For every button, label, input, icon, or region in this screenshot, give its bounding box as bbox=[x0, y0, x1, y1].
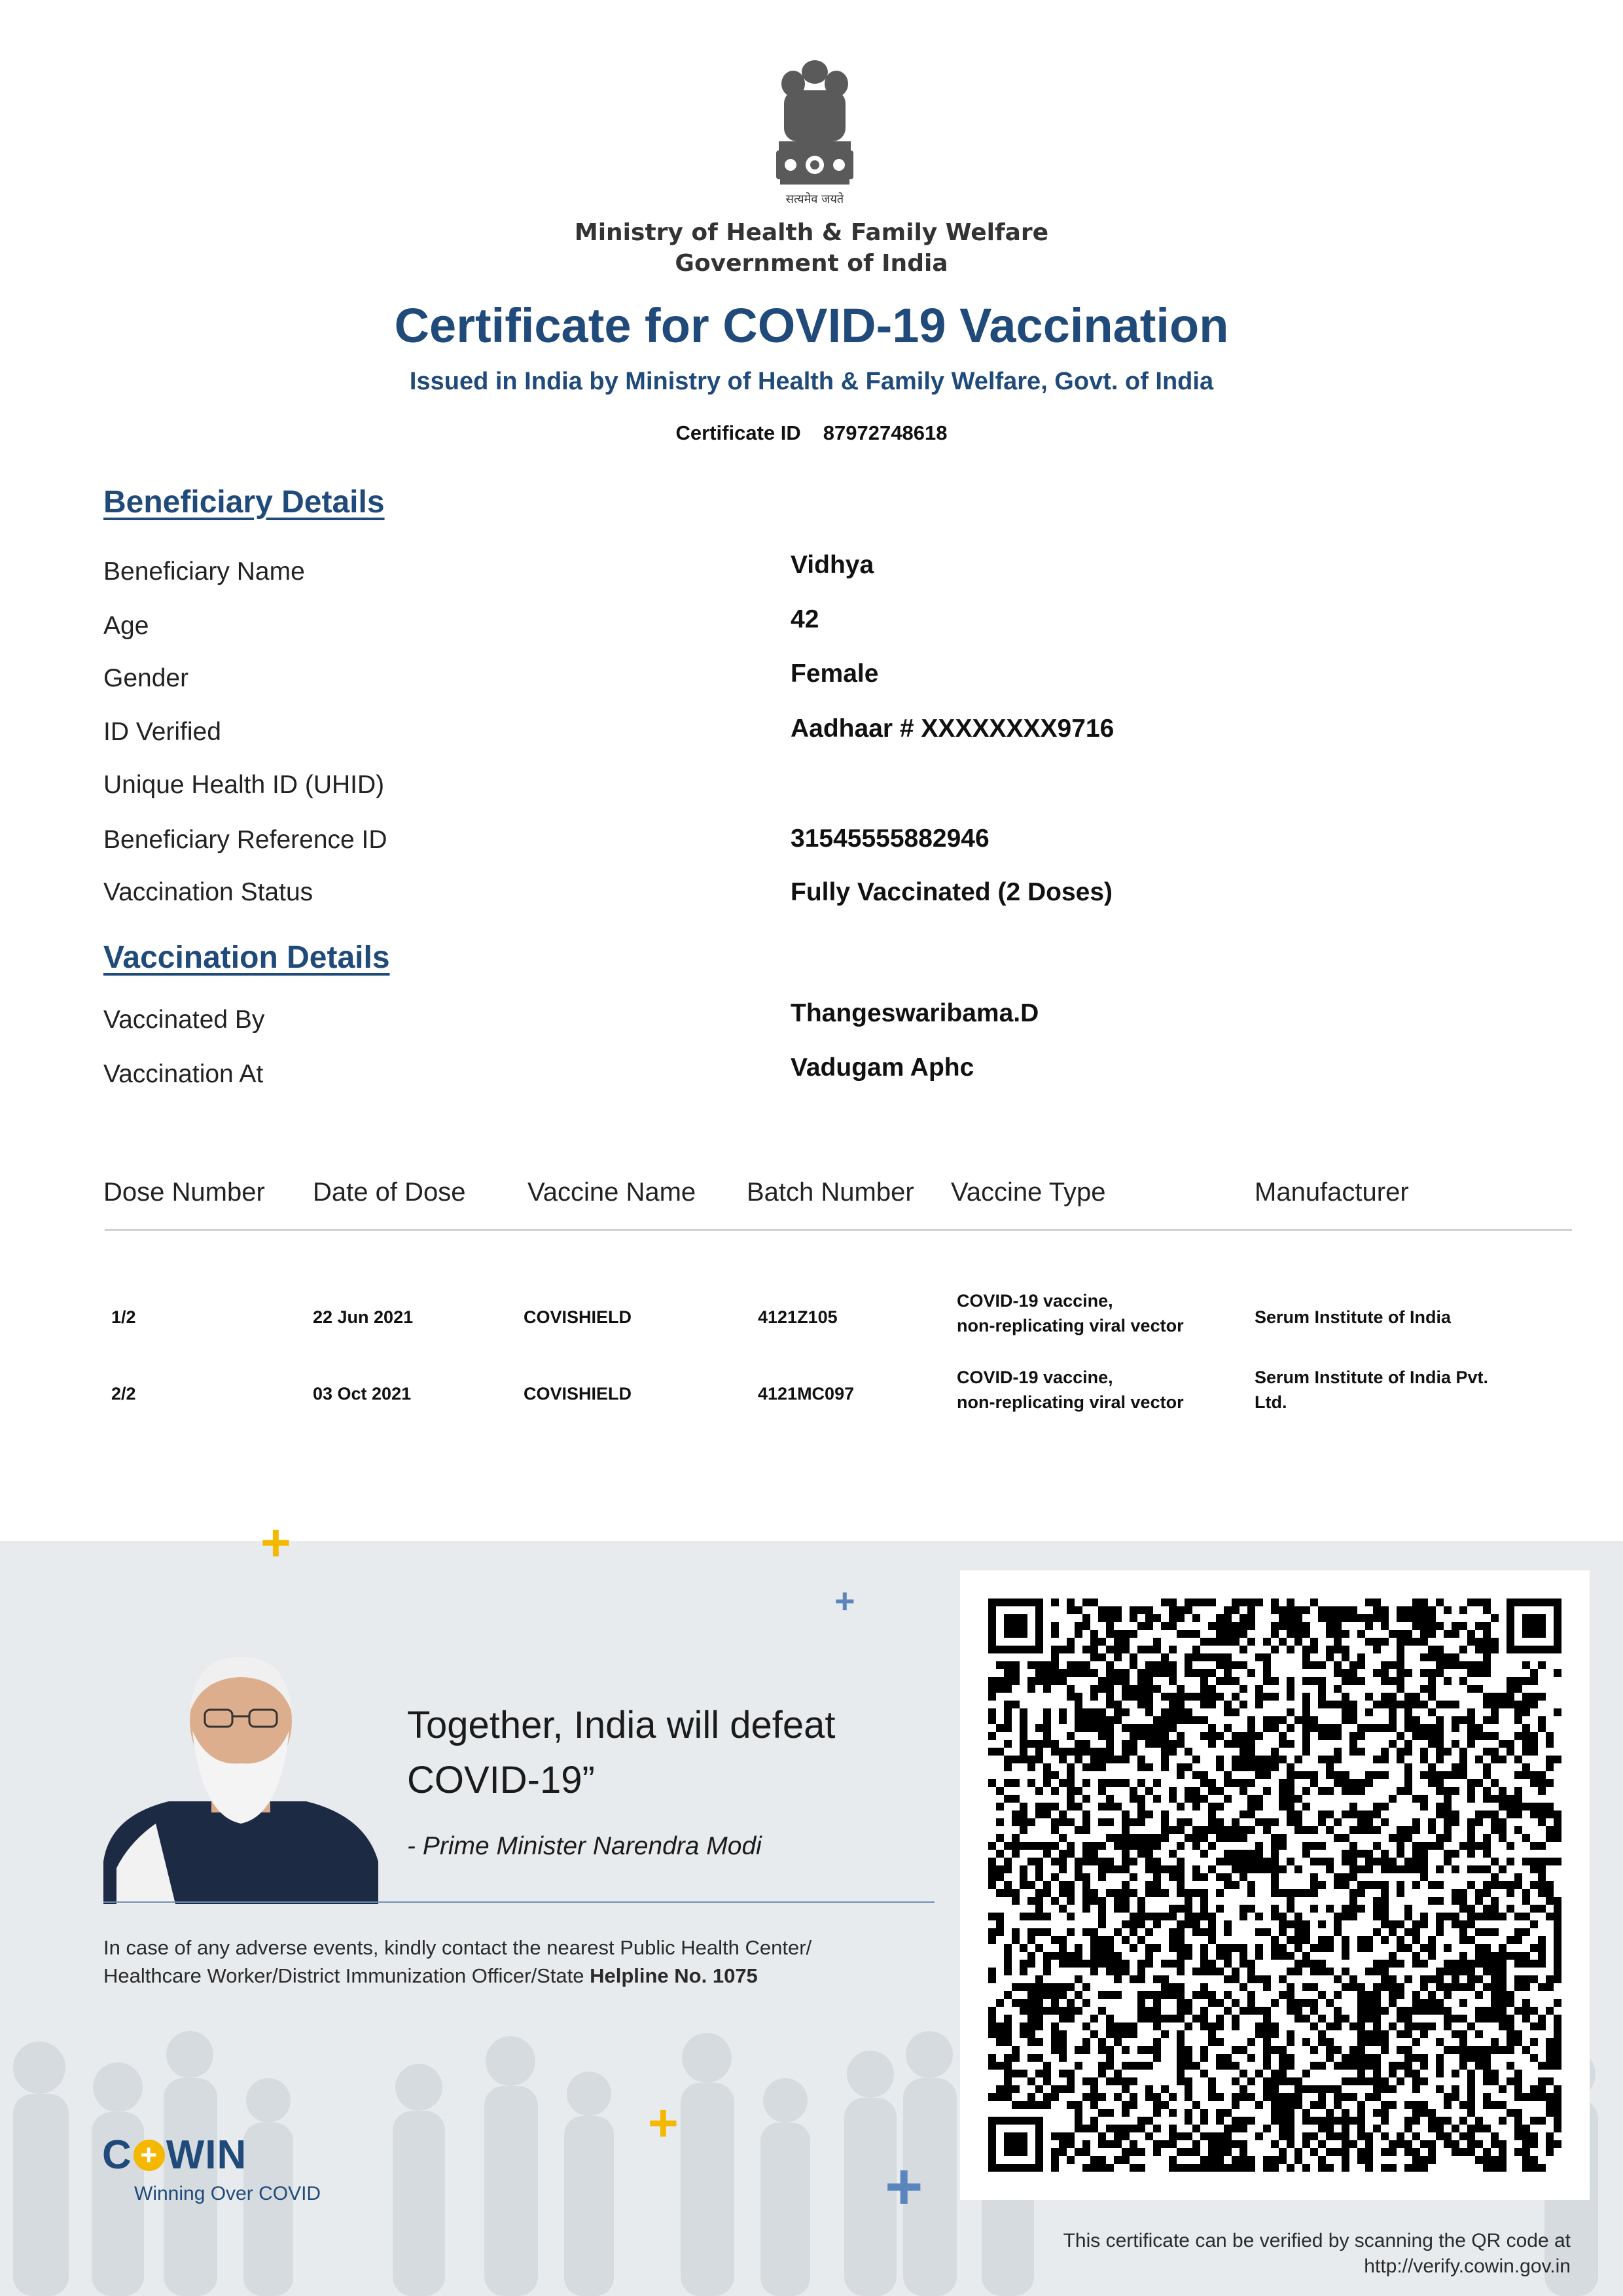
age-label: Age bbox=[103, 612, 149, 640]
adverse-events-notice bbox=[103, 1934, 812, 1990]
pm-quote-attribution: - Prime Minister Narendra Modi bbox=[407, 1832, 762, 1860]
cowin-logo bbox=[102, 2132, 247, 2178]
emblem-motto: सत्यमेव जयते bbox=[785, 192, 844, 206]
col-header-vaccine-type: Vaccine Type bbox=[951, 1178, 1106, 1207]
adverse-notice-line bbox=[103, 1962, 812, 1990]
pm-quote-line: COVID-19” bbox=[407, 1759, 595, 1801]
vaccine-type-line: COVID-19 vaccine, bbox=[957, 1368, 1113, 1387]
national-emblem-icon bbox=[766, 58, 864, 212]
pm-quote-line: Together, India will defeat bbox=[407, 1704, 836, 1746]
adverse-notice-text: Healthcare Worker/District Immunization Officer/State bbox=[103, 1964, 590, 1987]
vaccine-name-cell: COVISHIELD bbox=[524, 1307, 632, 1327]
yellow-plus-icon: + bbox=[648, 2094, 679, 2152]
gender-label: Gender bbox=[103, 664, 189, 692]
batch-number-cell: 4121MC097 bbox=[758, 1384, 855, 1404]
age-value: 42 bbox=[791, 605, 819, 633]
vaccination-details-heading: Vaccination Details bbox=[103, 940, 390, 975]
certificate-id-value: 87972748618 bbox=[823, 421, 948, 444]
blue-plus-icon: + bbox=[885, 2150, 923, 2223]
col-header-batch-number: Batch Number bbox=[747, 1178, 914, 1207]
date-of-dose-cell: 03 Oct 2021 bbox=[313, 1384, 412, 1404]
vaccination-status-label: Vaccination Status bbox=[103, 878, 313, 906]
manufacturer-line: Serum Institute of India Pvt. bbox=[1255, 1368, 1489, 1387]
ministry-heading bbox=[0, 217, 1623, 279]
verification-url: http://verify.cowin.gov.in bbox=[1364, 2255, 1571, 2277]
vaccine-name-cell: COVISHIELD bbox=[524, 1384, 632, 1404]
vaccine-type-cell bbox=[957, 1288, 1184, 1338]
vaccinated-by-value: Thangeswaribama.D bbox=[791, 999, 1039, 1027]
verification-qr-code[interactable] bbox=[960, 1570, 1590, 2200]
government-line: Government of India bbox=[675, 250, 948, 277]
prime-minister-portrait bbox=[103, 1652, 378, 1904]
cowin-logo-c: C bbox=[102, 2132, 132, 2178]
col-header-date-of-dose: Date of Dose bbox=[313, 1178, 466, 1207]
cowin-logo-plus-icon: + bbox=[134, 2140, 165, 2171]
id-verified-label: ID Verified bbox=[103, 718, 221, 746]
qr-code-icon bbox=[960, 1570, 1590, 2200]
adverse-notice-line: In case of any adverse events, kindly contact the nearest Public Health Center/ bbox=[103, 1936, 812, 1959]
pm-quote bbox=[407, 1698, 911, 1808]
certificate-id-label: Certificate ID bbox=[675, 421, 801, 444]
table-divider bbox=[105, 1229, 1572, 1231]
certificate-subtitle: Issued in India by Ministry of Health & Family Welfare, Govt. of India bbox=[409, 368, 1214, 395]
vaccination-at-label: Vaccination At bbox=[103, 1060, 264, 1088]
beneficiary-reference-id-label: Beneficiary Reference ID bbox=[103, 826, 387, 854]
date-of-dose-cell: 22 Jun 2021 bbox=[313, 1307, 414, 1327]
col-header-manufacturer: Manufacturer bbox=[1255, 1178, 1409, 1207]
blue-plus-icon: + bbox=[834, 1581, 855, 1621]
vaccinated-by-label: Vaccinated By bbox=[103, 1006, 265, 1034]
dose-number-cell: 1/2 bbox=[111, 1307, 136, 1327]
batch-number-cell: 4121Z105 bbox=[758, 1307, 838, 1327]
manufacturer-cell bbox=[1255, 1365, 1488, 1415]
col-header-dose-number: Dose Number bbox=[103, 1178, 265, 1207]
certificate-id bbox=[0, 421, 1623, 445]
verification-note-line: This certificate can be verified by scanning the QR code at bbox=[1063, 2230, 1571, 2252]
yellow-plus-icon: + bbox=[260, 1513, 291, 1572]
vaccine-type-line: non-replicating viral vector bbox=[957, 1392, 1184, 1412]
vaccine-type-cell bbox=[957, 1365, 1184, 1415]
cowin-logo-rest: WIN bbox=[166, 2132, 247, 2178]
uhid-label: Unique Health ID (UHID) bbox=[103, 771, 385, 799]
gender-value: Female bbox=[791, 660, 879, 688]
col-header-vaccine-name: Vaccine Name bbox=[527, 1178, 696, 1207]
beneficiary-details-heading: Beneficiary Details bbox=[103, 485, 385, 520]
manufacturer-cell bbox=[1255, 1305, 1451, 1330]
ministry-line: Ministry of Health & Family Welfare bbox=[574, 219, 1049, 246]
manufacturer-line: Serum Institute of India bbox=[1255, 1307, 1452, 1327]
manufacturer-line: Ltd. bbox=[1255, 1392, 1287, 1412]
beneficiary-reference-id-value: 31545555882946 bbox=[791, 824, 990, 853]
beneficiary-name-value: Vidhya bbox=[791, 551, 874, 579]
cowin-tagline: Winning Over COVID bbox=[134, 2183, 321, 2204]
certificate-title: Certificate for COVID-19 Vaccination bbox=[394, 298, 1229, 353]
helpline-number: Helpline No. 1075 bbox=[590, 1964, 758, 1987]
verification-note bbox=[1063, 2228, 1571, 2279]
vaccine-type-line: COVID-19 vaccine, bbox=[957, 1291, 1113, 1311]
beneficiary-name-label: Beneficiary Name bbox=[103, 557, 305, 586]
dose-number-cell: 2/2 bbox=[111, 1384, 136, 1404]
id-verified-value: Aadhaar # XXXXXXXX9716 bbox=[791, 715, 1115, 743]
vaccine-type-line: non-replicating viral vector bbox=[957, 1316, 1184, 1335]
footer-divider bbox=[103, 1901, 935, 1903]
vaccination-status-value: Fully Vaccinated (2 Doses) bbox=[791, 878, 1113, 906]
vaccination-at-value: Vadugam Aphc bbox=[791, 1053, 974, 1082]
